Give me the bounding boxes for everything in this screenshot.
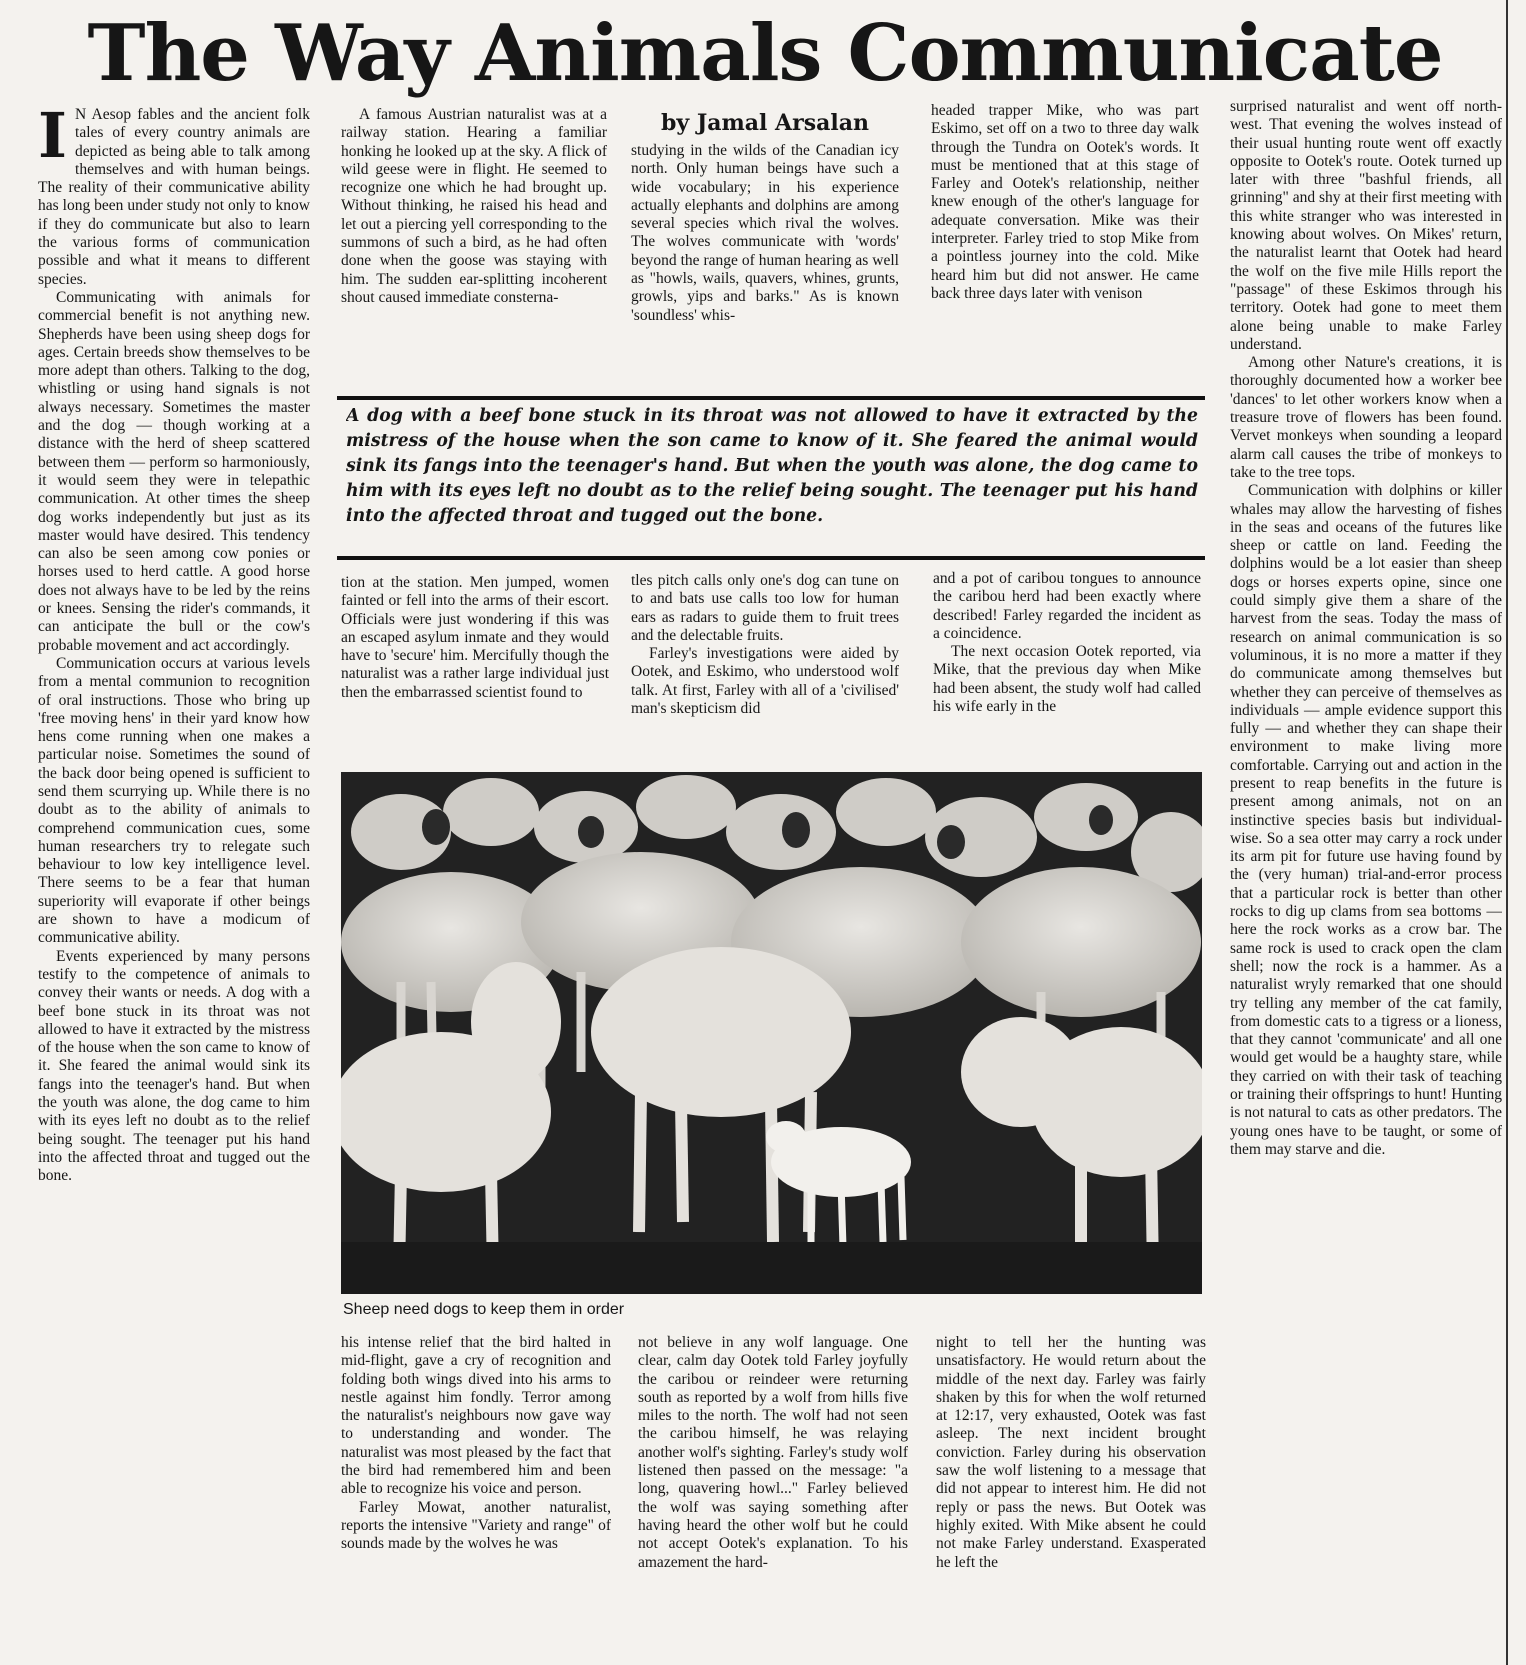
pullquote-rule-bottom bbox=[337, 556, 1205, 560]
column-5 bbox=[1230, 98, 1502, 1662]
column-2-bottom bbox=[341, 1334, 611, 1662]
byline: by Jamal Arsalan bbox=[661, 110, 869, 136]
photo-caption: Sheep need dogs to keep them in order bbox=[343, 1301, 625, 1318]
column-3-bottom bbox=[638, 1334, 908, 1662]
col1-paragraph-3: Communication occurs at various levels from a mental communion to recognition of oral instructions. Those who bring up 'free moving hens' in their yard know how hens come running when one makes a particular noise. Sometimes the sound of the back door being opened is sufficient to send them scurrying up. While there is no doubt as to the ability of animals to comprehend communication cues, some human researchers try to relegate such behaviour to low key intelligence level. There seems to be a fear that human superiority will evaporate if other beings are shown to have a modicum of communicative ability. bbox=[38, 654, 310, 947]
column-2-mid bbox=[341, 574, 609, 764]
column-3-mid bbox=[631, 572, 899, 764]
page-edge-rule bbox=[1506, 0, 1508, 1665]
col4-bottom-paragraph: night to tell her the hunting was unsatisfactory. He would return about the middle of the next day. Farley was fairly shaken by this for when the wolf returned at 12:17, very exhausted, Ootek was fast asleep. The next incident brought conviction. Farley during his observation saw the wolf listening to a message that did not appear to interest him. He did not reply or pass the news. But Ootek was highly exited. With Mike absent he could not make Farley understand. Exasperated he left the bbox=[936, 1334, 1206, 1571]
col2-bottom-paragraph-1: his intense relief that the bird halted in mid-flight, gave a cry of recognition and folding both wings dived into his arms to nestle against him fondly. Terror among the naturalist's neighbours now gave way to understanding and wonder. The naturalist was most pleased by the fact that the bird had remembered him and been able to recognize his voice and person. bbox=[341, 1334, 611, 1498]
col4-mid-paragraph-1: and a pot of caribou tongues to announce the caribou herd had been exactly where described! Farley regarded the incident as a coincidence. bbox=[933, 570, 1201, 642]
col2-top-paragraph: A famous Austrian naturalist was at a railway station. Hearing a familiar honking he looked up at the sky. A flick of wild geese were in flight. He seemed to recognize one which he had brought up. Without thinking, he raised his head and let out a piercing yell corresponding to the summons of such a bird, as he had often done when the goose was staying with him. The sudden ear-splitting incoherent shout caused immediate consterna- bbox=[341, 106, 607, 306]
pullquote-rule-top bbox=[337, 396, 1205, 400]
col2-mid-paragraph: tion at the station. Men jumped, women fainted or fell into the arms of their escort. Officials were just wondering if this was an escaped asylum inmate and they would have to 'secure' him. Mercifully though the naturalist was a rather large individual just then the embarrassed scientist found to bbox=[341, 574, 609, 701]
col5-paragraph-1: surprised naturalist and went off north-west. That evening the wolves instead of their usual hunting route went off exactly opposite to Ootek's route. Ootek turned up later with three "bashful friends, all grinning" and shy at their first meeting with this white stranger who was interested in knowing about wolves. On Mikes' return, the naturalist learnt that Ootek had heard the wolf on the five mile Hills report the "passage" of these Eskimos through his territory. Ootek had gone to meet them alone being unable to make Farley understand. bbox=[1230, 98, 1502, 353]
pullquote: A dog with a beef bone stuck in its throat was not allowed to have it extracted by the mistress of the house when the son came to know of it. She feared the animal would sink its fangs into the teenager's hand. But when the youth was alone, the dog came to him with its eyes left no doubt as to the relief being sought. The teenager put his hand into the affected throat and tugged out the bone. bbox=[346, 406, 1198, 526]
col4-top-paragraph: headed trapper Mike, who was part Eskimo, set off on a two to three day walk through the Tundra on Ootek's words. It must be mentioned that at this stage of Farley and Ootek's relationship, neither knew enough of the other's language for adequate conversation. Mike was their interpreter. Farley tried to stop Mike from a pointless journey into the cold. Mike heard him but did not answer. He came back three days later with venison bbox=[931, 102, 1199, 302]
headline: The Way Animals Communicate bbox=[87, 8, 1443, 99]
col1-paragraph-1: I N Aesop fables and the ancient folk tales of every country animals are depicted as being able to talk among themselves and with human beings. The reality of their communicative ability has long been under study not only to know if they do communicate but also to learn the various forms of communication possible and what it means to different species. bbox=[38, 106, 310, 288]
col1-paragraph-4: Events experienced by many persons testify to the competence of animals to convey their wants or needs. A dog with a beef bone stuck in its throat was not allowed to have it extracted by the mistress of the house when the son came to know of it. She feared the animal would sink its fangs into the teenager's hand. But when the youth was alone, the dog came to him with its eyes left no doubt as to the relief being sought. The teenager put his hand into the affected throat and tugged out the bone. bbox=[38, 947, 310, 1185]
col3-bottom-paragraph: not believe in any wolf language. One clear, calm day Ootek told Farley joyfully the caribou or reindeer were returning south as reported by a wolf from hills five miles to the north. The wolf had not seen the caribou himself, he was relaying another wolf's sighting. Farley's study wolf listened then passed on the message: "a long, quavering howl..." Farley believed the wolf was saying something after having heard the other wolf but he could not accept Ootek's explanation. To his amazement the hard- bbox=[638, 1334, 908, 1571]
column-4-top bbox=[931, 102, 1199, 388]
col1-paragraph-2: Communicating with animals for commercial benefit is not anything new. Shepherds have been using sheep dogs for ages. Certain breeds show themselves to be more adept than others. Talking to the dog, whistling or using hand signals is not always necessary. Sometimes the master and the dog — though working at a distance with the herd of sheep scattered between them — perform so harmoniously, it would seem they were in telepathic communication. At other times the sheep dog works independently but just as its master would have desired. This tendency can also be seen among cow ponies or horses used to herd cattle. A good horse does not always have to be led by the reins or knees. Sensing the rider's commands, it can anticipate the bull or the cow's probable movement and act accordingly. bbox=[38, 288, 310, 654]
col3-top-paragraph: studying in the wilds of the Canadian icy north. Only human beings have such a wide vocabulary; in his experience actually elephants and dolphins are among several species which rival the wolves. The wolves communicate with 'words' beyond the range of human hearing as well as "howls, wails, quavers, whines, grunts, growls, yips and barks." As is known 'soundless' whis- bbox=[631, 142, 899, 324]
column-4-bottom bbox=[936, 1334, 1206, 1662]
column-4-mid bbox=[933, 570, 1201, 764]
sheep-flock-illustration bbox=[341, 772, 1202, 1294]
column-1 bbox=[38, 106, 310, 1662]
col3-mid-paragraph-1: tles pitch calls only one's dog can tune on to and bats use calls too low for human ears as radars to guide them to fruit trees and the delectable fruits. bbox=[631, 572, 899, 644]
column-3-top bbox=[631, 108, 899, 390]
column-2-top bbox=[341, 106, 607, 388]
col4-mid-paragraph-2: The next occasion Ootek reported, via Mike, that the previous day when Mike had been absent, the study wolf had called his wife early in the bbox=[933, 643, 1201, 716]
col5-paragraph-2: Among other Nature's creations, it is thoroughly documented how a worker bee 'dances' to let other workers know when a treasure trove of flowers has been found. Vervet monkeys when sounding a leopard alarm call causes the tribe of monkeys to take to the tree tops. bbox=[1230, 354, 1502, 481]
col5-paragraph-3: Communication with dolphins or killer whales may allow the harvesting of fishes in the seas and oceans of the futures like sheep or cattle on land. Feeding the dolphins would be a lot easier than sheep dogs or horses experts opine, since one could simply give them a share of the harvest from the seas. Today the mass of research on animal communication is so voluminous, it is no more a matter if they do communicate among themselves but whether they can perceive of themselves as individuals — ample evidence support this fully — and whether they can shape their environment to make living more comfortable. Carrying out and action in the present to reap benefits in the future is present among animals, not on an instinctive species basis but individual-wise. So a sea otter may carry a rock under its arm pit for future use having found by the (very human) trial-and-error process that a particular rock is better than other rocks to dig up clams from sea bottoms — here the rock works as a crow bar. The same rock is used to crack open the clam shell; now the rock is a hammer. As a naturalist wryly remarked that one should try telling any member of the cat family, from domestic cats to a tigress or a lioness, that they cannot 'communicate' and all one would get would be a haughty stare, while they carried on with their task of teaching or training their offsprings to hunt! Hunting is not natural to cats as other predators. The young ones have to be taught, or some of them may starve and die. bbox=[1230, 482, 1502, 1158]
dropcap: I bbox=[38, 106, 68, 172]
col2-bottom-paragraph-2: Farley Mowat, another naturalist, reports the intensive "Variety and range" of sounds made by the wolves he was bbox=[341, 1498, 611, 1553]
col3-mid-paragraph-2: Farley's investigations were aided by Ootek, and Eskimo, who understood wolf talk. At first, Farley with all of a 'civilised' man's skepticism did bbox=[631, 645, 899, 718]
sheep-photo bbox=[341, 772, 1202, 1294]
